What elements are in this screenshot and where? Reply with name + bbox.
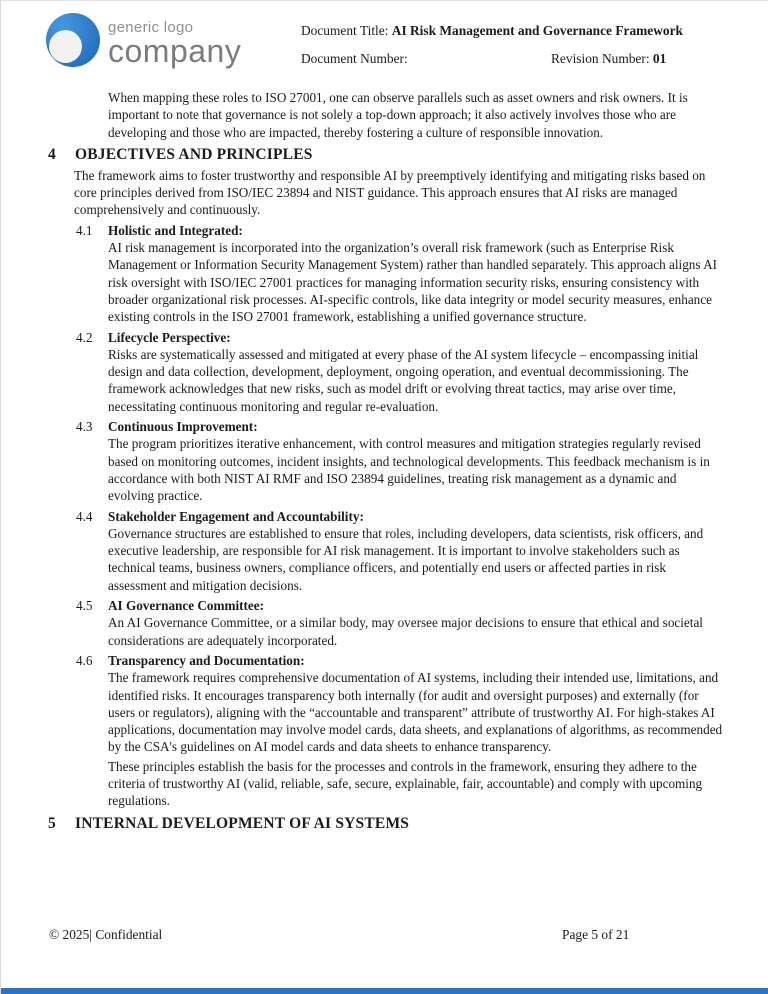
document-number-label: Document Number:: [301, 51, 408, 66]
revision-number-value: 01: [652, 51, 667, 66]
logo-name: company: [108, 33, 242, 69]
subsection-4-2: [46, 329, 723, 415]
document-title-label: Document Title:: [301, 23, 389, 38]
subsection-4-5-number: 4.5: [76, 598, 93, 614]
subsection-4-2-text: Risks are systematically assessed and mitigated at every phase of the AI system lifecycle – encompassing initial design and data collection, development, deployment, ongoing operation, and eventual decommissioning. The framework acknowledges that new risks, such as model drift or evolving threat tactics, may arise over time, necessitating continuous monitoring and regular re-evaluation.: [108, 346, 699, 414]
subsection-4-4-title: Stakeholder Engagement and Accountability:: [108, 508, 364, 524]
document-body: [1, 89, 768, 833]
subsection-4-5: [46, 597, 723, 649]
subsection-4-5-title: AI Governance Committee:: [108, 598, 265, 614]
subsection-4-6-number: 4.6: [76, 652, 93, 668]
section-5-heading: [46, 814, 723, 833]
subsection-4-3-number: 4.3: [76, 419, 93, 435]
section-4-intro: The framework aims to foster trustworthy and responsible AI by preemptively identifying and mitigating risks based on core principles derived from ISO/IEC 23894 and NIST guidance. This approach ensures that AI risks are managed comprehensively and continuously.: [74, 167, 706, 218]
subsection-4-4-number: 4.4: [76, 508, 93, 524]
subsection-4-2-title: Lifecycle Perspective:: [108, 329, 231, 345]
footer-accent-bar: [1, 988, 768, 994]
section-5-number: 5: [48, 814, 56, 832]
subsection-4-3: [46, 418, 723, 504]
subsection-4-3-title: Continuous Improvement:: [108, 419, 258, 435]
subsection-4-5-text: An AI Governance Committee, or a similar body, may oversee major decisions to ensure that ethical and societal considerations are adequately incorporated.: [108, 615, 703, 648]
page-header: [1, 1, 768, 89]
section-5-title: INTERNAL DEVELOPMENT OF AI SYSTEMS: [75, 814, 410, 832]
section-4-number: 4: [48, 145, 56, 163]
subsection-4-1-title: Holistic and Integrated:: [108, 222, 243, 238]
subsection-4-1-text: AI risk management is incorporated into the organization’s overall risk framework (such as Enterprise Risk Management or Information Security Management System) rather than handled separately. This approach aligns AI risk oversight with ISO/IEC 27001 practices for managing information security risks, ensuring consistency with broader organizational risk processes. AI-specific controls, like data integrity or model security measures, enhance existing controls in the ISO 27001 framework, establishing a unified governance structure.: [108, 240, 717, 325]
section-4-heading: [46, 145, 723, 164]
subsection-4-6-text: The framework requires comprehensive documentation of AI systems, including their intended use, limitations, and identified risks. It encourages transparency both internally (for audit and oversight purposes) and externally (for users or regulators), aligning with the “accountable and transparent” attribute of trustworthy AI. For high-stakes AI applications, documentation may involve model cards, data sheets, and explanations of algorithms, as recommended by the CSA's guidelines on AI model cards and data sheets to enhance transparency.: [108, 670, 723, 755]
subsection-4-4: [46, 508, 723, 594]
subsection-4-2-number: 4.2: [76, 329, 93, 345]
footer-page-number: Page 5 of 21: [562, 927, 630, 942]
subsection-4-6-title: Transparency and Documentation:: [108, 652, 305, 668]
subsection-4-6: [46, 652, 723, 756]
subsection-4-1-number: 4.1: [76, 222, 93, 238]
subsection-4-3-text: The program prioritizes iterative enhancement, with control measures and mitigation strategies regularly revised based on monitoring outcomes, incident insights, and technological developments. This feedback mechanism is in accordance with both NIST AI RMF and ISO 23894 guidelines, treating risk management as a dynamic and evolving practice.: [108, 436, 710, 504]
intro-paragraph: When mapping these roles to ISO 27001, one can observe parallels such as asset owners and risk owners. It is important to note that governance is not solely a top-down approach; it also actively involves those who are developing and those who are impacted, thereby fostering a culture of responsible innovation.: [108, 90, 688, 140]
company-logo: [46, 13, 241, 67]
document-title-row: [301, 23, 683, 39]
logo-circle-icon: [46, 13, 100, 67]
logo-tagline: generic logo: [108, 19, 194, 36]
revision-number-row: [551, 51, 666, 67]
logo-text: [108, 13, 241, 67]
revision-number-label: Revision Number:: [551, 51, 650, 66]
document-title-value: AI Risk Management and Governance Framework: [391, 23, 684, 38]
footer-copyright: © 2025| Confidential: [49, 927, 163, 942]
subsection-4-4-text: Governance structures are established to ensure that roles, including developers, data scientists, risk officers, and executive leadership, are responsible for AI risk management. It is important to involve stakeholders such as technical teams, business owners, compliance officers, and potentially end users or affected parties in risk assessment and mitigation decisions.: [108, 525, 704, 593]
subsection-4-1: [46, 222, 723, 326]
document-number-row: [301, 51, 408, 67]
section-4-title: OBJECTIVES AND PRINCIPLES: [75, 145, 313, 163]
section-4-closing-paragraph: These principles establish the basis for the processes and controls in the framework, ensuring they adhere to the criteria of trustworthy AI (valid, reliable, safe, secure, explainable, fair, accountable) and comply with upcoming regulations.: [108, 758, 703, 809]
